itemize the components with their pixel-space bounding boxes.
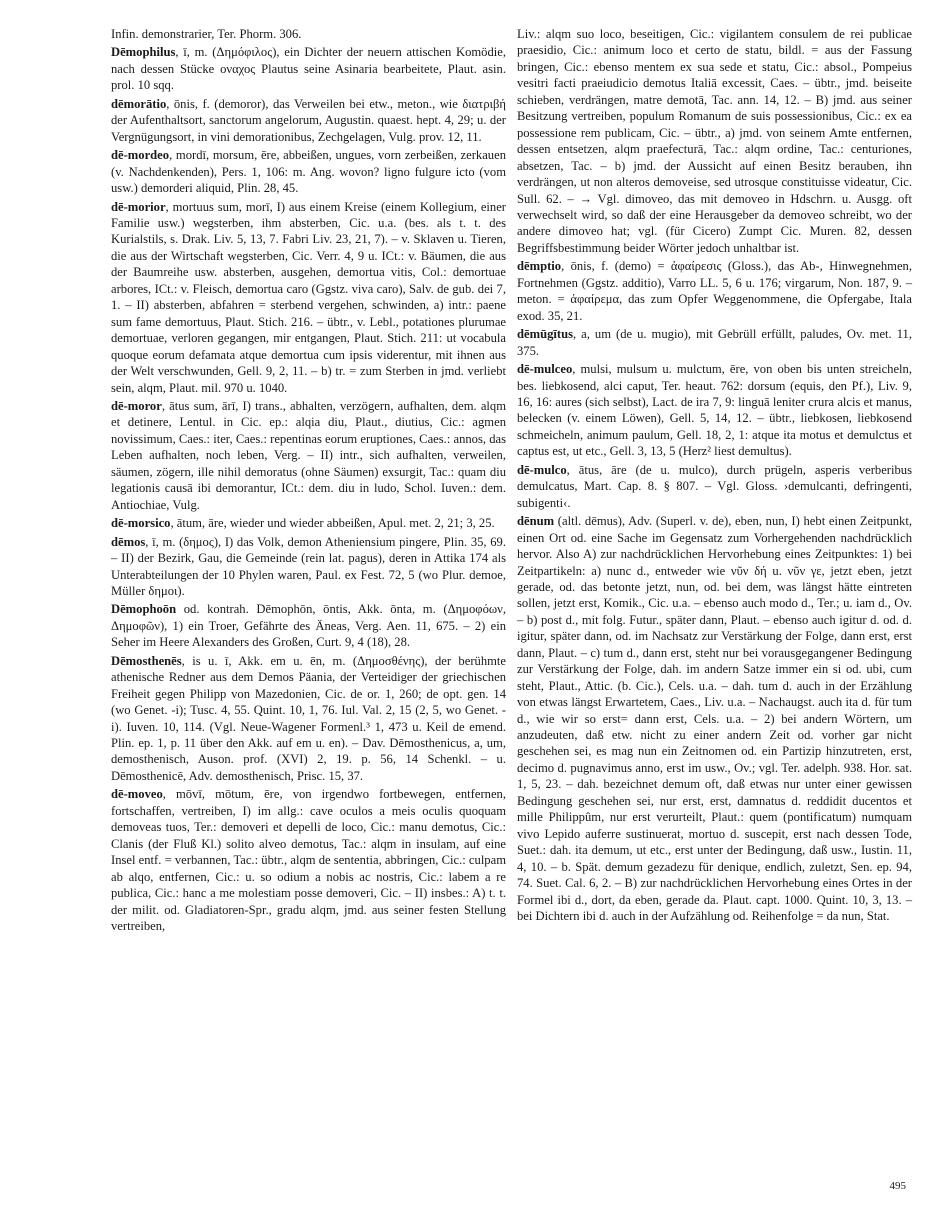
dictionary-entry <box>111 786 506 934</box>
dictionary-entry <box>111 147 506 196</box>
dictionary-entry <box>111 601 506 650</box>
entry-text: , is u. ī, Akk. em u. ēn, m. (Δημοσθένης), der berühmte athenische Redner aus dem Demos Päania, der Verteidiger der griechischen Freiheit gegen Philipp von Mazedonien, Cic. de or. 1, 260; de opt. gen. 14 (wo Genet. -i); Tusc. 4, 55. Quint. 10, 1, 76. Iul. Val. 2, 15 (2, 5, wo Genet. -i). Iuven. 10, 114. (Vgl. Neue-Wagener Formenl.³ 1, 473 u. Keil de emend. Plin. ep. 1, p. 11 über den Akk. auf em u. en). – Dav. Dēmosthenicus, a, um, demosthenisch, Auson. prof. (XVI) 2, 19. p. 56, 14 Schenkl. – u. Dēmosthenicē, Adv. demosthenisch, Prisc. 15, 37. <box>111 653 506 783</box>
dictionary-entry <box>111 653 506 785</box>
entry-headword: dē-moveo <box>111 787 163 802</box>
entry-headword: dē-morsico <box>111 516 171 531</box>
dictionary-entry <box>111 26 506 42</box>
dictionary-entry <box>517 26 912 256</box>
entry-text: , mortuus sum, morī, I) aus einem Kreise (einem Kollegium, einer Familie usw.) wegsterben, ihm absterben, Cic. u.a. (bes. als t. t. des Kurialstils, s. Drak. Liv. 5, 13, 7. Fabri Liv. 23, 21, 7). – v. Sklaven u. Tieren, die aus der Wirtschaft wegsterben, Cic. Verr. 4, 9 u. ICt.: v. Bäumen, die aus der Baumreihe usw. absterben, ausgehen, demortua vitis, Col.: demortuae arbores, ICt.: v. Fleisch, demortua caro (Ggstz. viva caro), Salv. de gub. dei 7, 1. – II) absterben, abfahren = sterbend vergehen, schwinden, a) intr.: paene sum fame demortuus, Plaut. Stich. 216. – übtr., v. Lebl., potationes plurumae demortuae, verloren gegangen, mir entgangen, Plaut. Stich. 211: ut vocabula quoque eorum defamata atque demortua cum ipsis viderentur, mit ihnen aus der Welt verschwunden, Gell. 9, 2, 11. – b) tr. = zum Sterben in jmd. verliebt sein, alqm, Plaut. mil. 970 u. 1040. <box>111 199 506 395</box>
entry-text: Infin. demonstrarier, Ter. Phorm. 306. <box>111 27 302 41</box>
entry-text: Liv.: alqm suo loco, beseitigen, Cic.: vigilantem consulem de rei publicae praesidio, Cic.: animum loco et certo de statu, bildl. = aus der Fassung bringen, Cic.: ebenso mentem ex sua sede et statu, Cic.: absol., Pompeius vesitri facti praeiudicio demotus Italiā excessit, Caes. – übtr., jmd. beiseite schieben, verdrängen, matre demotā, Tac. ann. 14, 12. – B) jmd. aus seiner Besitzung vertreiben, populum Romanum de suis possessionibus, Cic.: ex ea possessione rem publicam, Cic. – übtr., a) jmd. von seinem Amte entfernen, dessen entsetzen, alqm praefecturā, Tac.: alqm ordine, Tac.: centuriones, absetzen, Tac. – b) jmd. der Aussicht auf einen Besitz berauben, ihn verdrängen, ut non alteros demoveise, sed utrosque constituisse videatur, Cic. Sull. 62. – → Vgl. dimoveo, das mit demoveo in Hdschrn. u. Ausgg. oft verwechselt wird, so daß der eine Herausgeber da demoveo schreibt, wo der andere dimoveo hat; vgl. (für Cicero) Zumpt Cic. Muren. 82, dessen Begriffsbestimmung beider Wörter jedoch unhaltbar ist. <box>517 27 912 255</box>
entry-text: , ī, m. (Δημόφιλος), ein Dichter der neuern attischen Komödie, nach dessen Stücke οναχος Plautus seine Asinaria bearbeitete, Plaut. asin. prol. 10 sqq. <box>111 45 506 93</box>
dictionary-entry <box>517 462 912 511</box>
dictionary-entry <box>517 326 912 359</box>
entry-headword: Dēmophilus <box>111 45 176 60</box>
entry-headword: Dēmophoōn <box>111 602 177 617</box>
entry-text: , ātus sum, ārī, I) trans., abhalten, verzögern, aufhalten, dem. alqm et detinere, Lentul. in Cic. ep.: alqia diu, Plaut., diutius, Cic.: agmen novissimum, Caes.: iter, Caes.: repentinas eorum eruptiones, Caes.: annos, das Leben aufhalten, noch leben, Verg. – II) intr., sich aufhalten, verweilen, säumen, zögern, ille nihil demoratus (ohne Säumen) exsurgit, Tac.: quam diu legationis causā ibi demorantur, ICt.: dem. diu in ludo, Schol. Iuven.: dem. Antiochiae, Vulg. <box>111 398 506 512</box>
entry-text: , ōnis, f. (demoror), das Verweilen bei etw., meton., wie διατριβή der Aufenthaltsort, sanctorum angelorum, Augustin. quaest. hept. 4, 29; u. der Vergnügungsort, in vini demorationibus, Zechgelagen, Vulg. prov. 12, 11. <box>111 96 506 144</box>
entry-headword: Dēmosthenēs <box>111 653 182 668</box>
entry-headword: dēmūgītus <box>517 327 573 342</box>
entry-text: od. kontrah. Dēmophōn, ōntis, Akk. ōnta, m. (Δημοφόων, Δημοφῶν), 1) ein Troer, Gefährte des Äneas, Verg. Aen. 11, 675. – 2) ein Seher im Heere Alexanders des Großen, Curt. 9, 4 (18), 28. <box>111 602 506 650</box>
entry-headword: dē-mulceo <box>517 362 573 377</box>
entry-text: , ī, m. (δημος), I) das Volk, demon Atheniensium pingere, Plin. 35, 69. – II) der Bezirk, Gau, die Gemeinde (rein lat. pagus), deren in Attika 174 als Unterabteilungen der 10 Phylen waren, Paul. ex Fest. 72, 5 (wo Plur. demoe, Müller δημοι). <box>111 534 506 598</box>
dictionary-entry <box>111 534 506 600</box>
entry-headword: dēmorātio <box>111 96 167 111</box>
entry-headword: dē-moror <box>111 398 162 413</box>
entry-headword: dē-mordeo <box>111 148 170 163</box>
dictionary-entry <box>517 513 912 924</box>
right-column <box>517 26 912 926</box>
dictionary-entry <box>517 361 912 460</box>
dictionary-entry <box>517 258 912 324</box>
entry-text: , ātum, āre, wieder und wieder abbeißen, Apul. met. 2, 21; 3, 25. <box>170 516 495 531</box>
entry-headword: dēmos <box>111 534 146 549</box>
dictionary-entry <box>111 398 506 513</box>
entry-text: , ōnis, f. (demo) = ἀφαίρεσις (Gloss.), das Ab-, Hinwegnehmen, Fortnehmen (Ggstz. additio), Varro LL. 5, 6 u. 176; virgarum, Non. 187, 9. – meton. = ἀφαίρεμα, das zum Opfer Weggenommene, die Opfergabe, Itala exod. 35, 21. <box>517 259 912 323</box>
dictionary-entry <box>111 199 506 396</box>
entry-headword: dēmptio <box>517 259 562 274</box>
entry-text: , mulsi, mulsum u. mulctum, ēre, von oben bis unten streicheln, bes. liebkosend, alci caput, Ter. heaut. 762: dorsum (equis, den Pf.), Liv. 9, 16, 16: aures (sich selbst), Lact. de ira 7, 9: linguā leniter crura alcis et manus, belecken (v. einem Löwen), Gell. 5, 14, 12. – übtr., liebkosen, liebkosend schmeicheln, animum paulum, Gell. 18, 2, 1: atque ita motus et demulctus et captus est, ut etc., Gell. 3, 13, 5 (Herz² liest demultus). <box>517 362 912 459</box>
entry-text: , ātus, āre (de u. mulco), durch prügeln, asperis verberibus demulcatus, Mart. Cap. 8. § 807. – Vgl. Gloss. ›demulcanti, defringenti, subigenti‹. <box>517 462 912 510</box>
dictionary-entry <box>111 44 506 93</box>
entry-text: (altl. dēmus), Adv. (Superl. v. de), eben, nun, I) hebt einen Zeitpunkt, einen Ort od. eine Sache im Gegensatz zum Vorhergehenden nachdrücklich hervor. Also A) zur nachdrücklichen Hervorhebung eines Zeitpunktes: 1) bei Zeitpartikeln: a) nunc d., entweder wie νῦν δή u. νῦν γε, jetzt eben, jetzt gerade, od. das betonte jetzt, nun, od. bei dem, was längst hätte eintreten sollen, jetzt erst, Komik., Cic. u.a. – ebenso auch modo d., Ter.; u. iam d., Ov. – b) post d., mit folg. Futur., später dann, Plaut. – ebenso auch igitur d. od. d. igitur, später dann, od. im Nachsatz zur Verstärkung der Folge, dann erst, erst dann, Plaut. – c) tum d., dann erst, steht nur bei vorausgegangener Bedingung zur Verstärkung der Folge, dah. im andern Satze immer ein si od. ubi, cum steht, Plaut., Attic. (b. Cic.), Cels. u.a. – dah. tum d. auch in der Erzählung von etwas längst Erwartetem, Caes., Liv. u.a. – Nachaugst. auch ita d. für tum d., wie wir so erst= dann erst, Cels. u.a. – 2) bei andern Wörtern, um anzudeuten, daß etw. nicht zu einer andern Zeit od. vorher gar nicht geschehen sei, es mag nun ein Zeitnomen od. ein Partizip hinzutreten, erst, decimo d. pugnavimus anno, erst im usw., Ov.; vgl. Ter. adelph. 938. Hor. sat. 1, 5, 23. – dah. bezeichnet demum oft, daß etwas nur unter einer gewissen Bedingung geschehen sei, nur erst, erst, damnatus d. reddidit ducentos et mille Philippûm, nur erst verurteilt, Plaut.: quem (pontificatum) numquam vivo Lepido auferre sustinuerat, mortuo d. suscepit, erst nach dessen Tode, Suet.: dah. ita demum, ut etc., erst unter der Bedingung, daß usw., Iustin. 11, 4, 10. – b. Spät. demum gezadezu für denique, endlich, zuletzt, Sen. ep. 94, 74. Suet. Cal. 6, 2. – B) zur nachdrücklichen Hervorhebung eines Ortes in der Formel ibi d., dort, da eben, gerade da. Plaut. capt. 1000. Quint. 10, 3, 13. – bei Dichtern ibi d. auch in der Aufzählung od. Reihenfolge = da nun, Stat. <box>517 514 912 924</box>
entry-text: , mordī, morsum, ēre, abbeißen, ungues, vorn zerbeißen, zerkauen (v. Nachdenkenden), Pers. 1, 106: m. Ang. wovon? ligno fulgure icto (vom usw.) demorderi aliquid, Plin. 28, 45. <box>111 148 506 196</box>
entry-text: , a, um (de u. mugio), mit Gebrüll erfüllt, paludes, Ov. met. 11, 375. <box>517 327 912 358</box>
entry-headword: dēnum <box>517 514 555 529</box>
dictionary-entry <box>111 96 506 145</box>
page-number: 495 <box>889 1180 906 1192</box>
entry-headword: dē-morior <box>111 199 166 214</box>
entry-headword: dē-mulco <box>517 462 567 477</box>
dictionary-entry <box>111 515 506 531</box>
entry-text: , mōvī, mōtum, ēre, von irgendwo fortbewegen, entfernen, fortschaffen, vertreiben, I) im allg.: cave oculos a meis oculis quoquam demoveas tuos, Ter.: demoveri et depelli de loco, Cic.: manu demotus, Cic.: Clanis (der Fluß Kl.) solito alveo demotus, Tac.: alqm in insulam, auf eine Insel entf. = verbannen, Tac.: übtr., alqm de sententia, abbringen, Cic.: culpam ab alqo, entfernen, Cic.: u. so odium a nobis ac nostris, Cic.: labem a re publica, Cic.: hanc a me molestiam posse demoveri, Cic. – II) insbes.: A) t. t. der milit. od. Gladiatoren-Spr., gradu alqm, jmd. aus seiner festen Stellung vertreiben, <box>111 787 506 934</box>
left-column <box>111 26 506 936</box>
